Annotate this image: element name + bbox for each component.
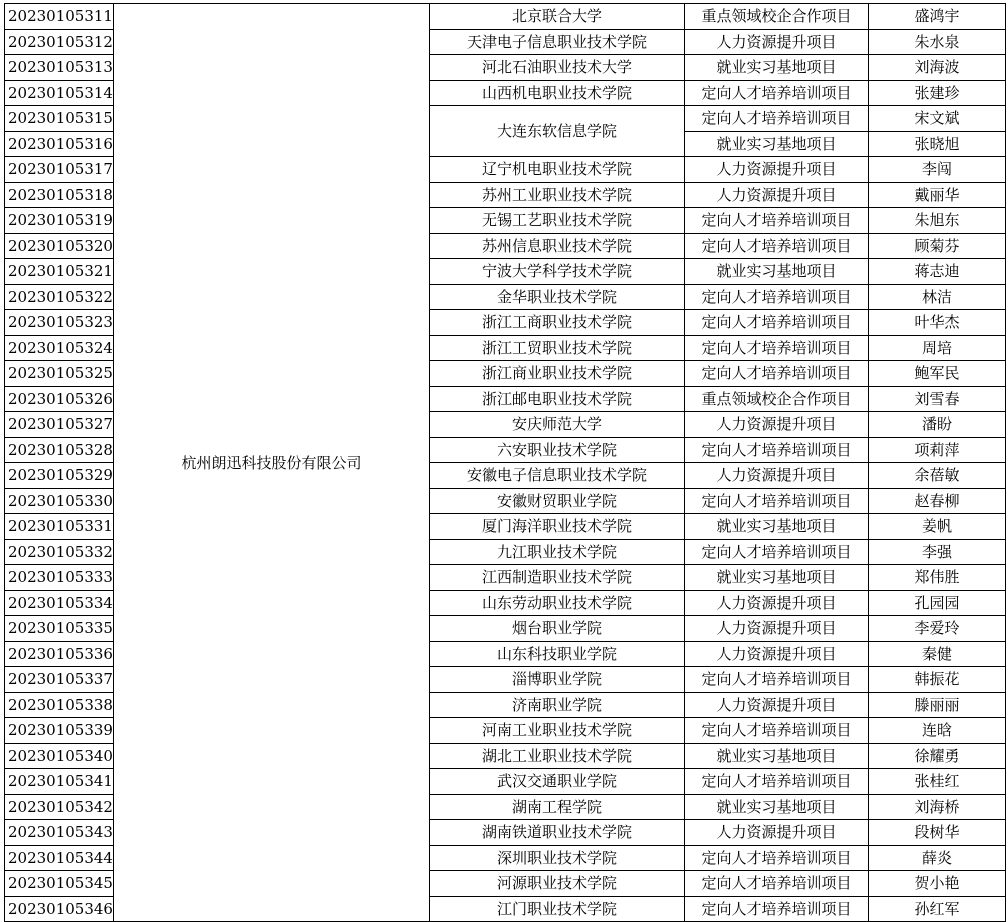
cell-person: 宋文斌 — [869, 106, 1006, 132]
cell-project: 定向人才培养培训项目 — [685, 335, 869, 361]
cell-school: 宁波大学科学技术学院 — [430, 259, 685, 285]
cell-person: 贺小艳 — [869, 871, 1006, 897]
cell-person: 连晗 — [869, 718, 1006, 744]
cell-project: 就业实习基地项目 — [685, 565, 869, 591]
cell-project: 定向人才培养培训项目 — [685, 80, 869, 106]
cell-project: 重点领域校企合作项目 — [685, 4, 869, 30]
cell-person: 李闯 — [869, 157, 1006, 183]
cell-project: 人力资源提升项目 — [685, 692, 869, 718]
cell-school: 天津电子信息职业技术学院 — [430, 29, 685, 55]
cell-id: 20230105324 — [5, 335, 114, 361]
cell-school: 湖南铁道职业技术学院 — [430, 820, 685, 846]
cell-school: 北京联合大学 — [430, 4, 685, 30]
cell-id: 20230105322 — [5, 284, 114, 310]
cell-school: 深圳职业技术学院 — [430, 845, 685, 871]
cell-school: 河北石油职业技术大学 — [430, 55, 685, 81]
cell-person: 郑伟胜 — [869, 565, 1006, 591]
cell-project: 人力资源提升项目 — [685, 157, 869, 183]
cell-project: 定向人才培养培训项目 — [685, 310, 869, 336]
cell-project: 就业实习基地项目 — [685, 55, 869, 81]
cell-id: 20230105344 — [5, 845, 114, 871]
cell-school: 河南工业职业技术学院 — [430, 718, 685, 744]
cell-project: 定向人才培养培训项目 — [685, 896, 869, 922]
cell-person: 孙红军 — [869, 896, 1006, 922]
cell-person: 戴丽华 — [869, 182, 1006, 208]
cell-school: 江西制造职业技术学院 — [430, 565, 685, 591]
cell-project: 定向人才培养培训项目 — [685, 106, 869, 132]
cell-project: 定向人才培养培训项目 — [685, 871, 869, 897]
cell-school: 大连东软信息学院 — [430, 106, 685, 157]
cell-project: 定向人才培养培训项目 — [685, 284, 869, 310]
cell-id: 20230105339 — [5, 718, 114, 744]
cell-school: 无锡工艺职业技术学院 — [430, 208, 685, 234]
cell-person: 孔园园 — [869, 590, 1006, 616]
cell-school: 浙江工商职业技术学院 — [430, 310, 685, 336]
cell-id: 20230105319 — [5, 208, 114, 234]
cell-school: 山西机电职业技术学院 — [430, 80, 685, 106]
cell-id: 20230105342 — [5, 794, 114, 820]
cell-id: 20230105326 — [5, 386, 114, 412]
cell-school: 淄博职业学院 — [430, 667, 685, 693]
cell-person: 蒋志迪 — [869, 259, 1006, 285]
cell-person: 余蓓敏 — [869, 463, 1006, 489]
table-body — [5, 4, 1006, 922]
cell-person: 刘海桥 — [869, 794, 1006, 820]
cell-project: 定向人才培养培训项目 — [685, 208, 869, 234]
cell-id: 20230105337 — [5, 667, 114, 693]
cell-id: 20230105325 — [5, 361, 114, 387]
cell-school: 湖南工程学院 — [430, 794, 685, 820]
cell-person: 秦健 — [869, 641, 1006, 667]
cell-school: 浙江商业职业技术学院 — [430, 361, 685, 387]
cell-school: 苏州信息职业技术学院 — [430, 233, 685, 259]
cell-person: 林洁 — [869, 284, 1006, 310]
cell-person: 朱水泉 — [869, 29, 1006, 55]
cell-id: 20230105345 — [5, 871, 114, 897]
cell-school: 金华职业技术学院 — [430, 284, 685, 310]
cell-id: 20230105334 — [5, 590, 114, 616]
cell-person: 赵春柳 — [869, 488, 1006, 514]
cell-id: 20230105327 — [5, 412, 114, 438]
cell-id: 20230105333 — [5, 565, 114, 591]
cell-school: 安徽电子信息职业技术学院 — [430, 463, 685, 489]
cell-person: 叶华杰 — [869, 310, 1006, 336]
cell-school: 安庆师范大学 — [430, 412, 685, 438]
cell-school: 武汉交通职业学院 — [430, 769, 685, 795]
cell-person: 周培 — [869, 335, 1006, 361]
cell-school: 河源职业技术学院 — [430, 871, 685, 897]
cell-person: 鲍军民 — [869, 361, 1006, 387]
cell-id: 20230105328 — [5, 437, 114, 463]
cell-id: 20230105316 — [5, 131, 114, 157]
cell-school: 辽宁机电职业技术学院 — [430, 157, 685, 183]
cell-school: 山东劳动职业技术学院 — [430, 590, 685, 616]
cell-person: 薛炎 — [869, 845, 1006, 871]
cell-id: 20230105330 — [5, 488, 114, 514]
cell-id: 20230105323 — [5, 310, 114, 336]
cell-person: 姜帆 — [869, 514, 1006, 540]
cell-school: 浙江工贸职业技术学院 — [430, 335, 685, 361]
cell-school: 湖北工业职业技术学院 — [430, 743, 685, 769]
cell-person: 朱旭东 — [869, 208, 1006, 234]
cell-person: 顾菊芬 — [869, 233, 1006, 259]
cell-project: 定向人才培养培训项目 — [685, 361, 869, 387]
cell-school: 苏州工业职业技术学院 — [430, 182, 685, 208]
cell-project: 人力资源提升项目 — [685, 29, 869, 55]
cell-person: 滕丽丽 — [869, 692, 1006, 718]
cell-id: 20230105332 — [5, 539, 114, 565]
cell-project: 定向人才培养培训项目 — [685, 488, 869, 514]
cell-school: 九江职业技术学院 — [430, 539, 685, 565]
cell-id: 20230105312 — [5, 29, 114, 55]
cell-project: 定向人才培养培训项目 — [685, 539, 869, 565]
cell-project: 定向人才培养培训项目 — [685, 769, 869, 795]
cell-id: 20230105346 — [5, 896, 114, 922]
cell-person: 韩振花 — [869, 667, 1006, 693]
cell-project: 就业实习基地项目 — [685, 131, 869, 157]
cell-person: 张桂红 — [869, 769, 1006, 795]
cell-id: 20230105336 — [5, 641, 114, 667]
cell-project: 重点领域校企合作项目 — [685, 386, 869, 412]
cell-project: 人力资源提升项目 — [685, 616, 869, 642]
cell-project: 人力资源提升项目 — [685, 182, 869, 208]
cell-project: 人力资源提升项目 — [685, 820, 869, 846]
cell-id: 20230105331 — [5, 514, 114, 540]
cell-project: 人力资源提升项目 — [685, 463, 869, 489]
cell-id: 20230105314 — [5, 80, 114, 106]
cell-id: 20230105311 — [5, 4, 114, 30]
cell-school: 六安职业技术学院 — [430, 437, 685, 463]
cell-person: 刘雪春 — [869, 386, 1006, 412]
cell-id: 20230105320 — [5, 233, 114, 259]
cell-project: 定向人才培养培训项目 — [685, 845, 869, 871]
cell-project: 就业实习基地项目 — [685, 743, 869, 769]
cell-project: 就业实习基地项目 — [685, 794, 869, 820]
cell-id: 20230105341 — [5, 769, 114, 795]
cell-project: 就业实习基地项目 — [685, 514, 869, 540]
cell-person: 徐耀勇 — [869, 743, 1006, 769]
cell-person: 李爱玲 — [869, 616, 1006, 642]
cell-school: 江门职业技术学院 — [430, 896, 685, 922]
cell-person: 段树华 — [869, 820, 1006, 846]
cell-id: 20230105329 — [5, 463, 114, 489]
cell-id: 20230105340 — [5, 743, 114, 769]
cell-person: 张晓旭 — [869, 131, 1006, 157]
cell-project: 定向人才培养培训项目 — [685, 233, 869, 259]
project-table — [4, 3, 1006, 922]
cell-project: 人力资源提升项目 — [685, 412, 869, 438]
cell-person: 盛鸿宇 — [869, 4, 1006, 30]
spreadsheet — [4, 3, 1006, 918]
cell-id: 20230105343 — [5, 820, 114, 846]
cell-project: 定向人才培养培训项目 — [685, 667, 869, 693]
cell-id: 20230105338 — [5, 692, 114, 718]
cell-person: 张建珍 — [869, 80, 1006, 106]
cell-id: 20230105315 — [5, 106, 114, 132]
cell-school: 安徽财贸职业学院 — [430, 488, 685, 514]
cell-person: 刘海波 — [869, 55, 1006, 81]
cell-person: 项莉萍 — [869, 437, 1006, 463]
cell-person: 潘盼 — [869, 412, 1006, 438]
cell-school: 浙江邮电职业技术学院 — [430, 386, 685, 412]
cell-project: 人力资源提升项目 — [685, 590, 869, 616]
cell-school: 烟台职业学院 — [430, 616, 685, 642]
cell-person: 李强 — [869, 539, 1006, 565]
cell-id: 20230105321 — [5, 259, 114, 285]
cell-id: 20230105317 — [5, 157, 114, 183]
cell-id: 20230105335 — [5, 616, 114, 642]
cell-project: 人力资源提升项目 — [685, 641, 869, 667]
cell-school: 济南职业学院 — [430, 692, 685, 718]
cell-project: 就业实习基地项目 — [685, 259, 869, 285]
cell-id: 20230105318 — [5, 182, 114, 208]
cell-project: 定向人才培养培训项目 — [685, 718, 869, 744]
cell-id: 20230105313 — [5, 55, 114, 81]
table-row — [5, 4, 1006, 30]
cell-school: 厦门海洋职业技术学院 — [430, 514, 685, 540]
cell-school: 山东科技职业学院 — [430, 641, 685, 667]
cell-company: 杭州朗迅科技股份有限公司 — [114, 4, 430, 922]
cell-project: 定向人才培养培训项目 — [685, 437, 869, 463]
